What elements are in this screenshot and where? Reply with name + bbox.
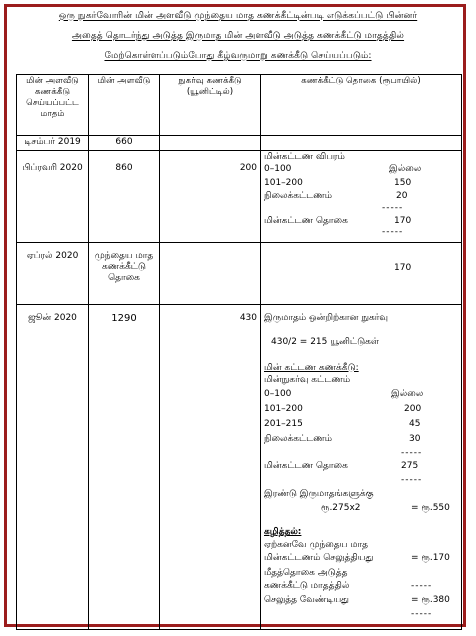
usage-charge-label: மின்நுகர்வு கட்டணம்: [264, 375, 351, 385]
deduction-value: = ரூ.170: [411, 553, 450, 563]
deduction-heading: கழித்தல்:: [264, 527, 302, 537]
total-label: மின்கட்டண தொகை: [264, 216, 348, 226]
two-periods-value: = ரூ.550: [411, 503, 450, 513]
separator: -----: [382, 203, 404, 213]
col-month-header: மின் அளவீடு கணக்கீடு செய்யப்பட்ட மாதம்: [17, 75, 89, 136]
total-label: மின்கட்டண தொகை: [264, 461, 348, 471]
consumption-label: இருமாதம் ஒன்றிற்கான நுகர்வு: [264, 313, 389, 323]
units-cell: [160, 243, 261, 305]
separator: -----: [401, 475, 423, 485]
month-cell: டிசம்பர் 2019: [17, 136, 89, 151]
fixed-charge-value: 20: [396, 191, 408, 201]
amount-cell: [261, 151, 462, 243]
units-cell: 430: [160, 305, 261, 630]
payable-label: செலுத்த வேண்டியது: [264, 595, 349, 605]
month-cell: பிப்ரவரி 2020: [17, 151, 89, 243]
bill-title: மின்கட்டண விபரம்: [264, 152, 345, 162]
fixed-charge-value: 30: [409, 434, 421, 444]
table-row: [17, 243, 462, 305]
two-periods-label: இரண்டு இருமாதங்களுக்கு: [264, 489, 374, 499]
separator: -----: [382, 227, 404, 237]
deduction-text: மின்கட்டணம் செலுத்தியது: [264, 553, 374, 563]
reading-cell: முந்தைய மாத கணக்கீட்டு தொகை: [89, 243, 160, 305]
units-cell: [160, 136, 261, 151]
balance-text: கணக்கீட்டு மாதத்தில்: [264, 581, 350, 591]
col-reading-header: மின் அளவீடு: [89, 75, 160, 136]
amount-cell: [261, 305, 462, 630]
reading-cell: 660: [89, 136, 160, 151]
fixed-charge-label: நிலைக்கட்டணம்: [264, 191, 332, 201]
slab-label: 101–200: [264, 178, 303, 188]
slab-label: 101–200: [264, 404, 303, 414]
reading-cell: 860: [89, 151, 160, 243]
slab-value: இல்லை: [389, 164, 422, 174]
slab-label: 0–100: [264, 389, 292, 399]
amount-cell: [261, 136, 462, 151]
slab-value: 200: [404, 404, 422, 414]
table-row: [17, 151, 462, 243]
separator: -----: [401, 448, 423, 458]
deduction-text: ஏற்கனவே முந்தைய மாத: [264, 540, 369, 550]
header-row: [17, 75, 462, 136]
slab-label: 0–100: [264, 164, 292, 174]
units-cell: 200: [160, 151, 261, 243]
total-value: 275: [401, 461, 419, 471]
heading-line-1: ஒரு நுகர்வோரின் மின் அளவீடு முந்தைய மாத கணக்கீட்டின்படி எடுக்கப்பட்டு பின்னர்: [58, 10, 418, 21]
balance-text: மீதத்தொகை அடுத்த: [264, 568, 348, 578]
table-row: [17, 305, 462, 630]
amount-cell: [261, 243, 462, 305]
amount-value: 170: [394, 263, 412, 273]
payable-value: = ரூ.380: [411, 595, 450, 605]
total-value: 170: [394, 216, 412, 226]
table-row: [17, 136, 462, 151]
month-cell: ஜூன் 2020: [17, 305, 89, 630]
col-units-header: நுகர்வு கணக்கீடு (யூனிட்டில்): [160, 75, 261, 136]
billing-table: [16, 74, 462, 630]
two-periods-calc: ரூ.275x2: [321, 503, 361, 513]
bill-calc-heading: மின் கட்டண கணக்கீடு:: [264, 363, 359, 373]
slab-value: 150: [394, 178, 412, 188]
separator: -----: [411, 609, 433, 619]
month-cell: ஏப்ரல் 2020: [17, 243, 89, 305]
slab-value: இல்லை: [391, 389, 424, 399]
heading-line-3: மேற்கொள்ளப்படும்போது கீழ்வருமாறு கணக்கீடு செய்யப்படும்:: [104, 50, 372, 61]
col-amount-header: கணக்கீட்டு தொகை (ரூபாயில்): [261, 75, 462, 136]
fixed-charge-label: நிலைக்கட்டணம்: [264, 434, 332, 444]
slab-label: 201–215: [264, 419, 303, 429]
slab-value: 45: [409, 419, 421, 429]
reading-cell: 1290: [89, 305, 160, 630]
consumption-calc: 430/2 = 215 யூனிட்டுகள்: [271, 337, 379, 347]
separator: -----: [411, 581, 433, 591]
heading-line-2: அதைத் தொடர்ந்து அடுத்த இருமாத மின் அளவீடு அடுத்த கணக்கீட்டு மாதத்தில்: [71, 30, 405, 41]
